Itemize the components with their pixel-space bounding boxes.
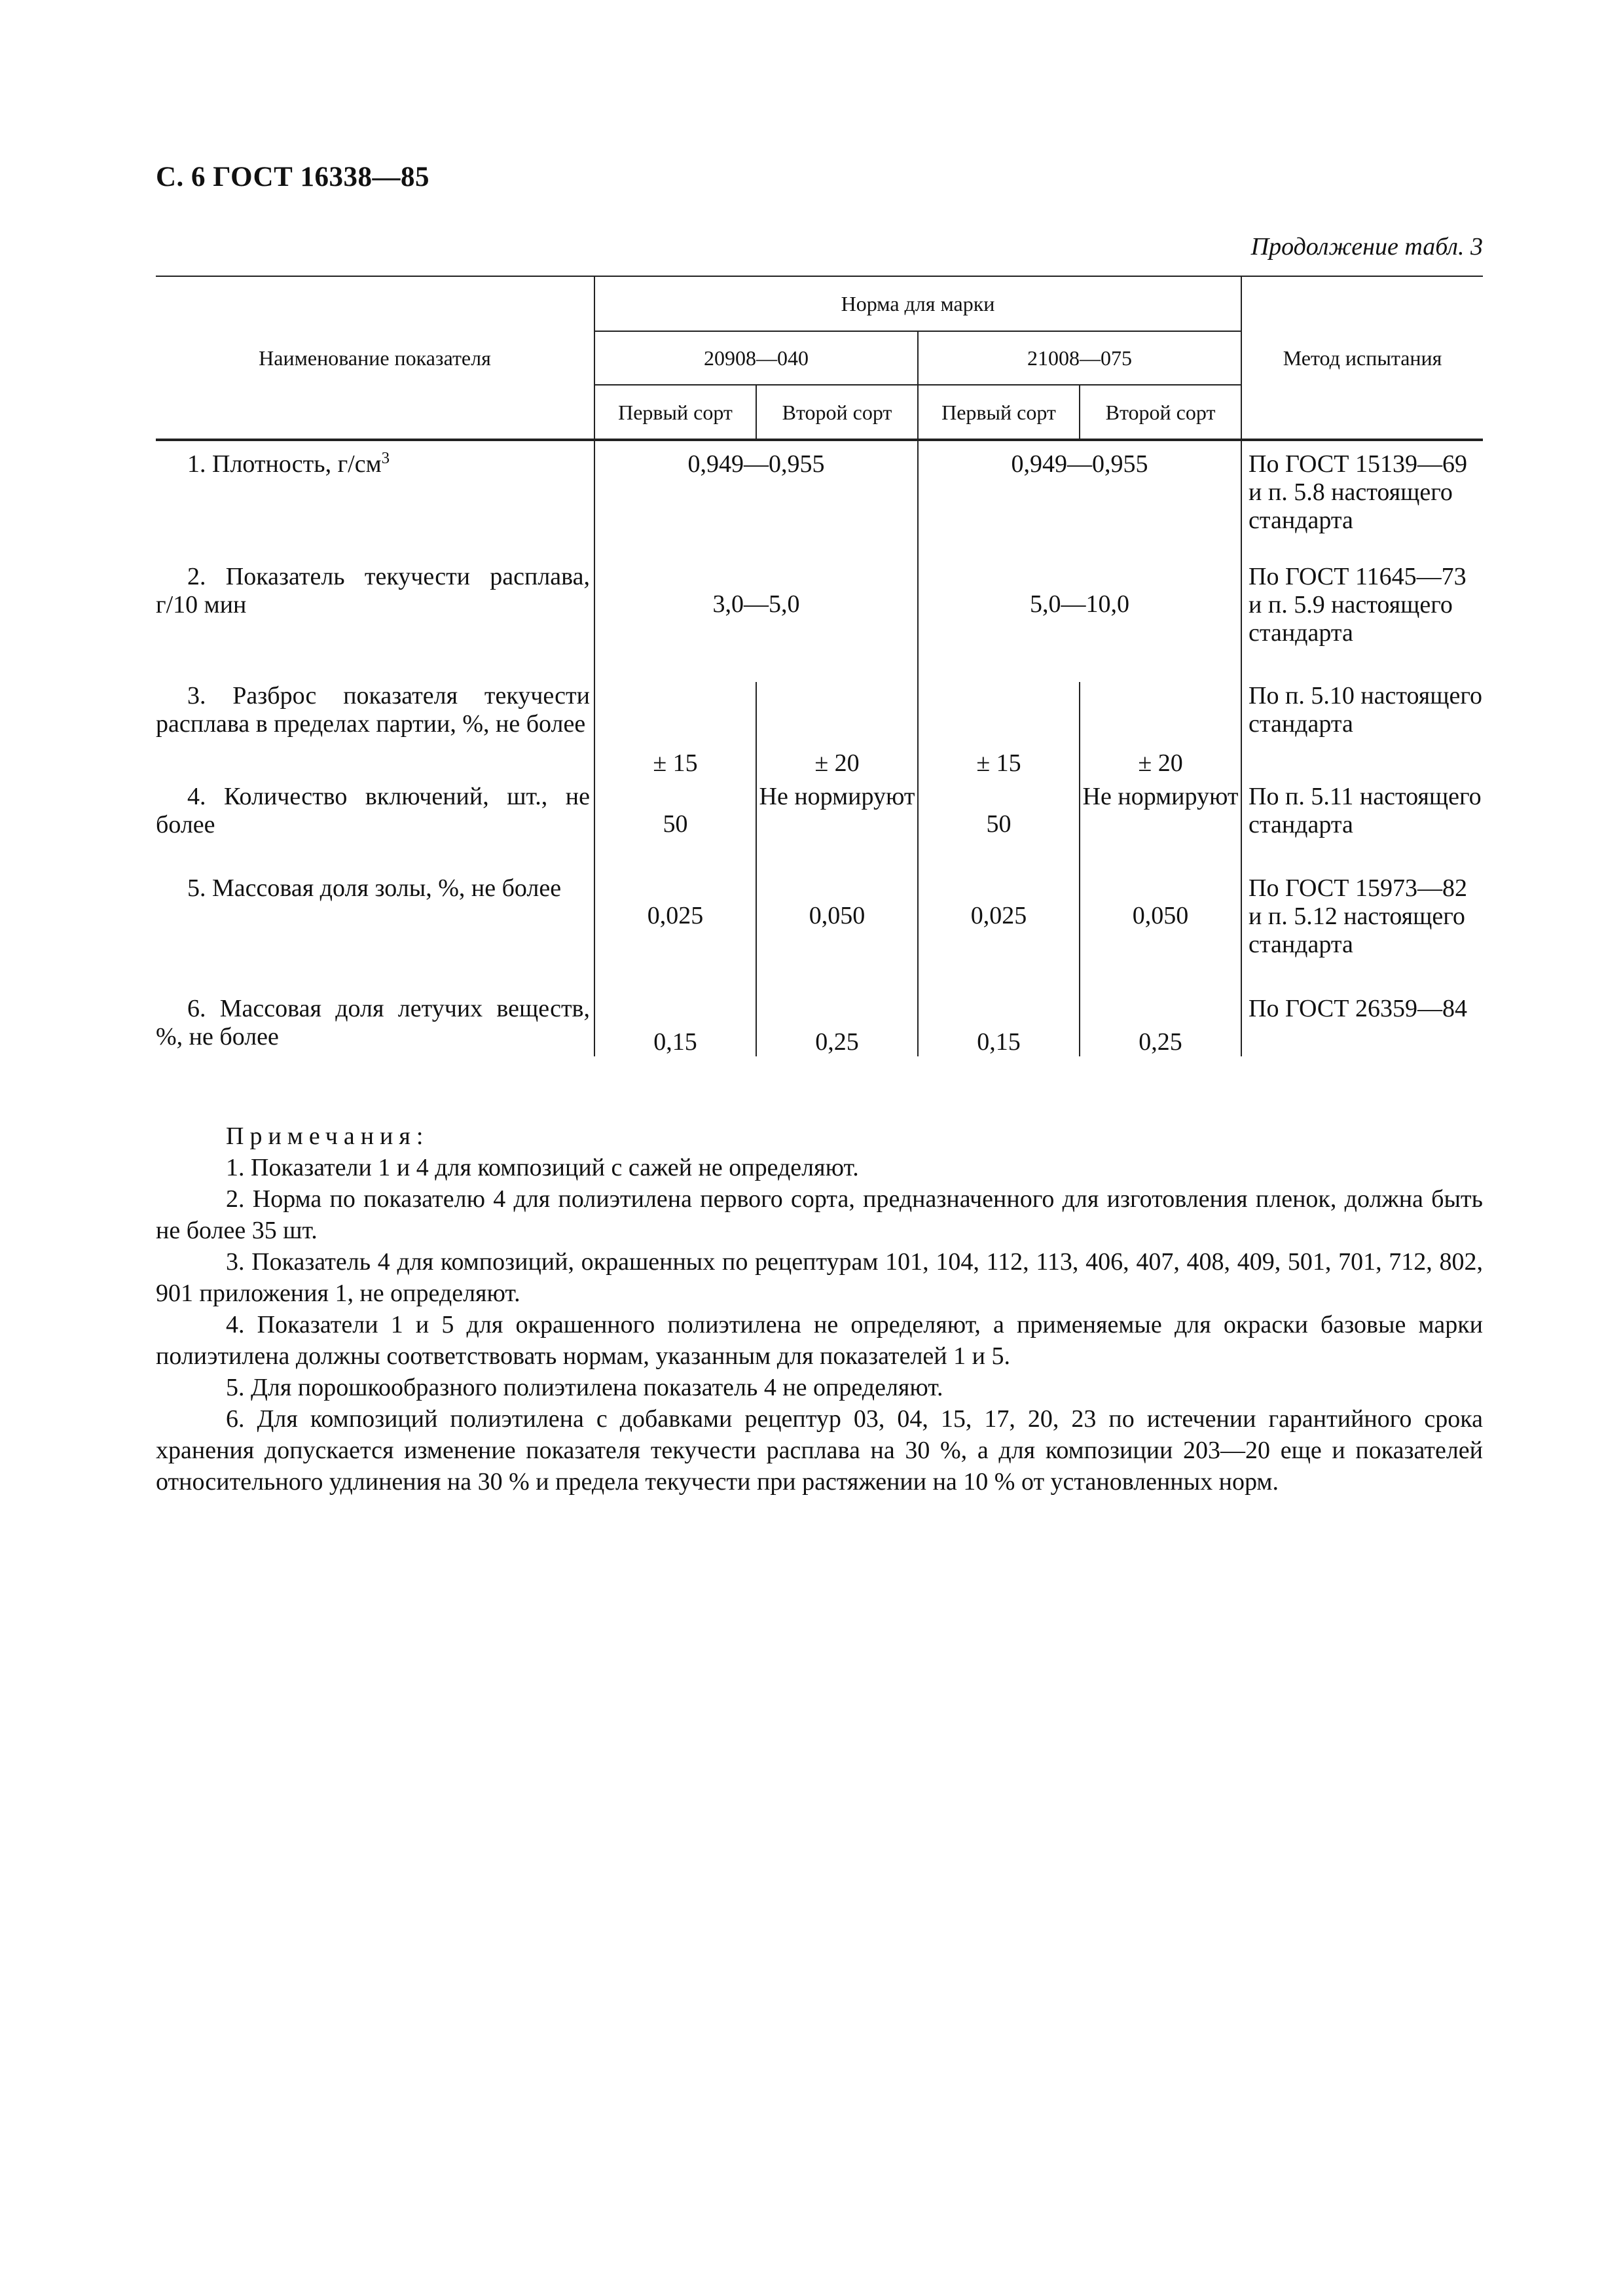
norm-value: ± 15 bbox=[594, 682, 756, 778]
norm-value: 0,949—0,955 bbox=[918, 440, 1241, 560]
header-norm: Норма для марки bbox=[594, 276, 1241, 331]
norm-value: 0,050 bbox=[1080, 873, 1241, 995]
note-item: 5. Для порошкообразного полиэтилена показатель 4 не определяют. bbox=[226, 1374, 943, 1401]
norm-value: 0,25 bbox=[756, 995, 918, 1056]
indicator-name: 4. Количество включений, шт., не более bbox=[156, 783, 590, 838]
test-method: По п. 5.11 настоящего стандарта bbox=[1241, 778, 1483, 873]
table-row bbox=[156, 440, 1483, 560]
indicator-name: 3. Разброс показателя текучести расплава в пределах партии, %, не более bbox=[156, 682, 590, 738]
indicator-name: 2. Показатель текучести расплава, г/10 мин bbox=[156, 563, 590, 619]
norm-value: ± 15 bbox=[918, 682, 1080, 778]
table-row bbox=[156, 682, 1483, 778]
test-method: По ГОСТ 11645—73 и п. 5.9 настоящего стандарта bbox=[1241, 560, 1483, 682]
indicator-name: 6. Массовая доля летучих веществ, %, не более bbox=[156, 995, 590, 1050]
header-mark: 21008—075 bbox=[918, 331, 1241, 385]
norm-value: 0,15 bbox=[594, 995, 756, 1056]
header-grade: Второй сорт bbox=[1080, 385, 1241, 440]
header-grade: Второй сорт bbox=[756, 385, 918, 440]
note-item: 1. Показатели 1 и 4 для композиций с сажей не определяют. bbox=[226, 1154, 859, 1181]
norm-value: 0,025 bbox=[594, 873, 756, 995]
norm-value: Не нормируют bbox=[1080, 778, 1241, 873]
indicator-name: 5. Массовая доля золы, %, не более bbox=[187, 874, 562, 902]
notes-section bbox=[156, 1121, 1483, 1498]
table-row bbox=[156, 873, 1483, 995]
header-grade: Первый сорт bbox=[918, 385, 1080, 440]
header-indicator-name: Наименование показателя bbox=[156, 276, 594, 440]
note-item: 2. Норма по показателю 4 для полиэтилена первого сорта, предназначенного для изготовления пленок, должна быть не более 35 шт. bbox=[156, 1185, 1483, 1244]
header-test-method: Метод испытания bbox=[1241, 276, 1483, 440]
page-header: С. 6 ГОСТ 16338—85 bbox=[156, 162, 430, 192]
norm-value: ± 20 bbox=[1080, 682, 1241, 778]
norm-value: 0,050 bbox=[756, 873, 918, 995]
norms-table bbox=[156, 276, 1483, 1056]
test-method: По ГОСТ 15139—69 и п. 5.8 настоящего стандарта bbox=[1241, 440, 1483, 560]
norm-value: 0,025 bbox=[918, 873, 1080, 995]
norm-value: 5,0—10,0 bbox=[918, 560, 1241, 682]
norm-value: 50 bbox=[918, 778, 1080, 873]
norm-value: 3,0—5,0 bbox=[594, 560, 918, 682]
norm-value: ± 20 bbox=[756, 682, 918, 778]
table-row bbox=[156, 995, 1483, 1056]
norm-value: Не нормируют bbox=[756, 778, 918, 873]
note-item: 3. Показатель 4 для композиций, окрашенных по рецептурам 101, 104, 112, 113, 406, 407, 408, 409, 501, 701, 712, 802, 901 приложения 1, не определяют. bbox=[156, 1248, 1483, 1307]
notes-title: Примечания: bbox=[226, 1122, 429, 1150]
table-row bbox=[156, 778, 1483, 873]
norm-value: 0,949—0,955 bbox=[594, 440, 918, 560]
norm-value: 0,15 bbox=[918, 995, 1080, 1056]
note-item: 6. Для композиций полиэтилена с добавками рецептур 03, 04, 15, 17, 20, 23 по истечении гарантийного срока хранения допускается изменение показателя текучести расплава на 30 %, а для композиции 203—20 еще и показателей относительного удлинения на 30 % и предела текучести при растяжении на 10 % от установленных норм. bbox=[156, 1405, 1483, 1496]
header-grade: Первый сорт bbox=[594, 385, 756, 440]
table-row bbox=[156, 560, 1483, 682]
indicator-name: 1. Плотность, $г/см^3$ bbox=[187, 449, 390, 478]
test-method: По ГОСТ 15973—82 и п. 5.12 настоящего стандарта bbox=[1241, 873, 1483, 995]
note-item: 4. Показатели 1 и 5 для окрашенного полиэтилена не определяют, а применяемые для окраски базовые марки полиэтилена должны соответствовать нормам, указанным для показателей 1 и 5. bbox=[156, 1311, 1483, 1370]
test-method: По ГОСТ 26359—84 bbox=[1241, 995, 1483, 1056]
norm-value: 50 bbox=[594, 778, 756, 873]
table-continuation-label: Продолжение табл. 3 bbox=[1250, 233, 1483, 260]
test-method: По п. 5.10 настоящего стандарта bbox=[1241, 682, 1483, 778]
norm-value: 0,25 bbox=[1080, 995, 1241, 1056]
header-mark: 20908—040 bbox=[594, 331, 918, 385]
